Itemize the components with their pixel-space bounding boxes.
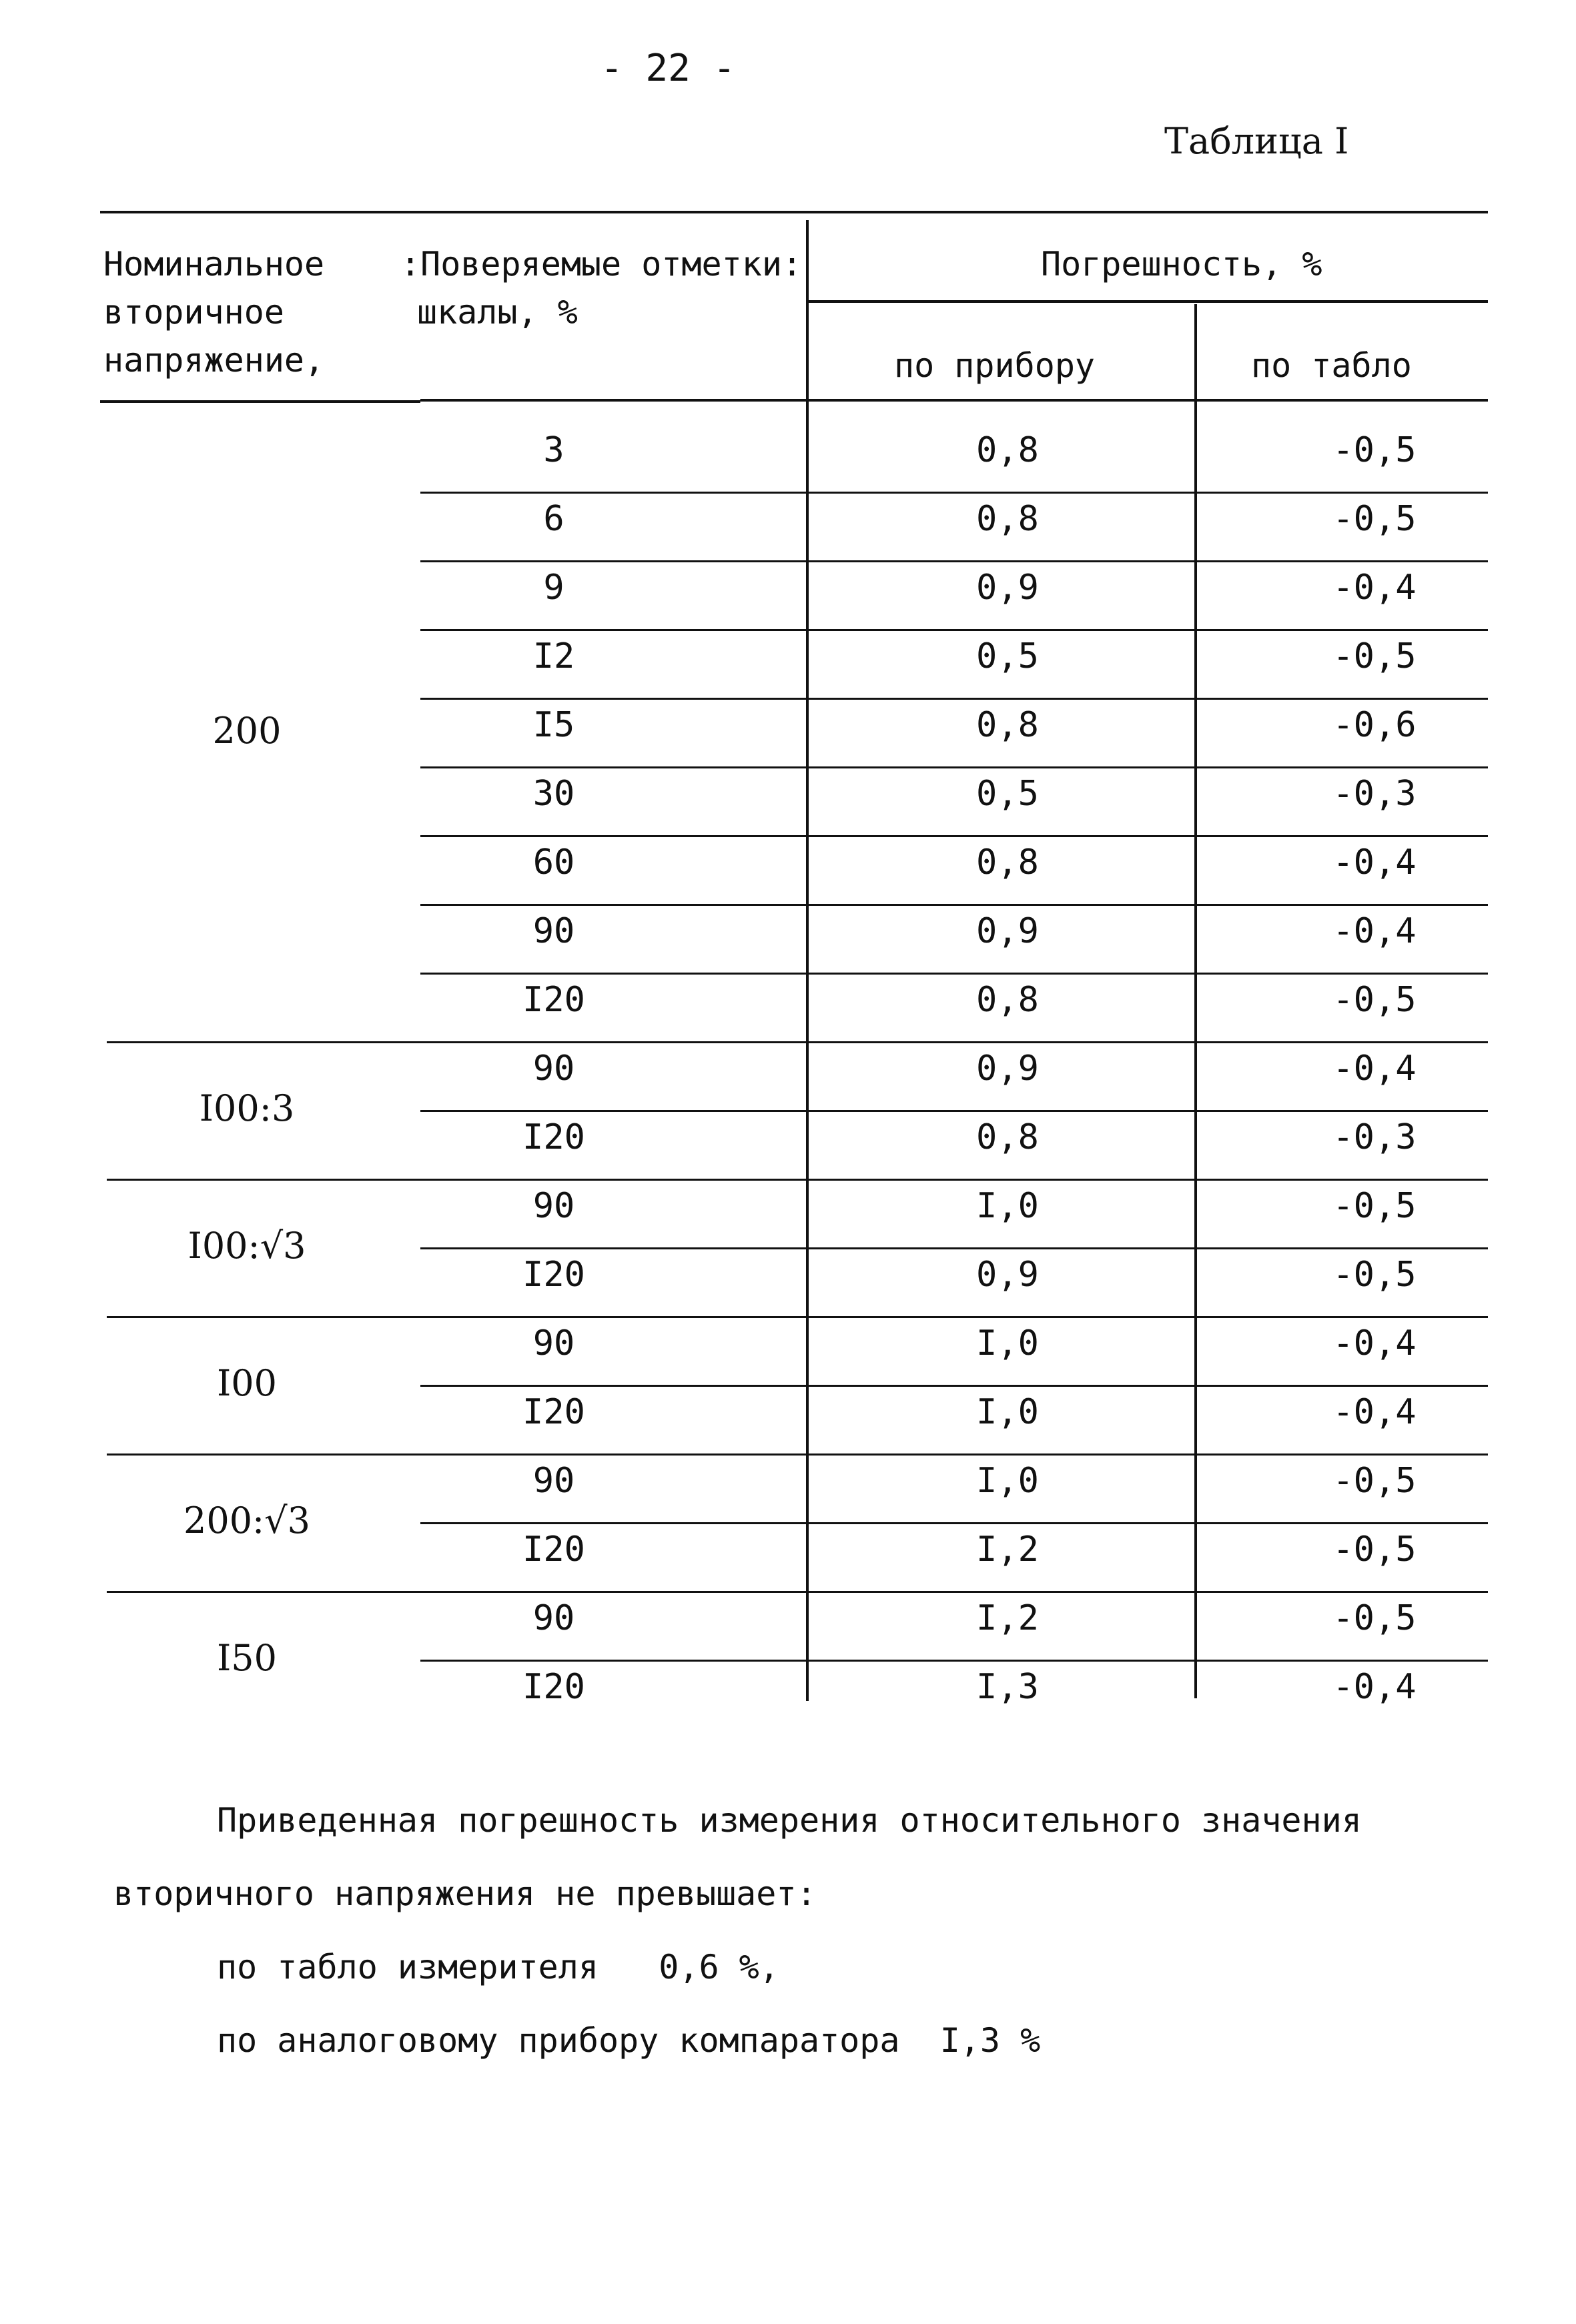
row-rule	[420, 560, 1488, 562]
header-marks-line-1: :Поверяемые отметки:	[400, 245, 803, 283]
group-separator-rule	[107, 1179, 420, 1181]
cell-mark: I20	[522, 1117, 585, 1157]
cell-device-error: I,2	[976, 1530, 1039, 1570]
cell-device-error: I,3	[976, 1667, 1039, 1707]
header-voltage-line-2: вторичное	[103, 293, 284, 332]
row-rule	[420, 1660, 1488, 1662]
group-separator-rule	[107, 1591, 420, 1593]
cell-device-error: 0,9	[976, 1049, 1039, 1089]
cell-display-error: -0,5	[1332, 430, 1417, 470]
cell-display-error: -0,4	[1332, 842, 1417, 883]
header-error: Погрешность, %	[1041, 245, 1322, 283]
cell-device-error: 0,9	[976, 1255, 1039, 1295]
cell-device-error: I,0	[976, 1461, 1039, 1501]
header-bottom-rule-left	[100, 400, 420, 403]
cell-mark: I20	[522, 1255, 585, 1295]
row-rule	[420, 1041, 1488, 1043]
cell-device-error: I,2	[976, 1598, 1039, 1638]
header-error-underline	[809, 300, 1488, 303]
row-rule	[420, 1247, 1488, 1249]
header-voltage-line-1: Номинальное	[103, 245, 325, 283]
cell-device-error: 0,8	[976, 499, 1039, 539]
row-rule	[420, 1316, 1488, 1318]
cell-mark: 90	[532, 1186, 575, 1226]
row-rule	[420, 973, 1488, 975]
group-voltage-label: 200:√3	[183, 1500, 311, 1542]
cell-device-error: 0,5	[976, 774, 1039, 814]
group-voltage-label: I00:3	[199, 1087, 295, 1129]
cell-device-error: 0,8	[976, 842, 1039, 883]
cell-display-error: -0,4	[1332, 1049, 1417, 1089]
cell-mark: 30	[532, 774, 575, 814]
row-rule	[420, 698, 1488, 700]
cell-mark: 3	[543, 430, 564, 470]
cell-mark: 90	[532, 911, 575, 951]
cell-device-error: 0,8	[976, 430, 1039, 470]
row-rule	[420, 1385, 1488, 1387]
cell-mark: 90	[532, 1323, 575, 1363]
group-voltage-label: I50	[216, 1637, 278, 1679]
cell-display-error: -0,5	[1332, 1530, 1417, 1570]
cell-device-error: 0,8	[976, 980, 1039, 1020]
summary-line-3: по табло измерителя 0,6 %,	[217, 1948, 779, 1986]
cell-mark: 60	[532, 842, 575, 883]
cell-display-error: -0,6	[1332, 705, 1417, 745]
header-by-device: по прибору	[894, 346, 1096, 385]
page-number: - 22 -	[601, 47, 736, 90]
cell-display-error: -0,3	[1332, 1117, 1417, 1157]
cell-display-error: -0,5	[1332, 499, 1417, 539]
summary-line-1: Приведенная погрешность измерения относительного значения	[217, 1801, 1362, 1840]
cell-device-error: 0,9	[976, 568, 1039, 608]
column-divider-marks-error	[806, 220, 809, 1701]
row-rule	[420, 766, 1488, 768]
cell-device-error: I,0	[976, 1186, 1039, 1226]
summary-line-4: по аналоговому прибору компаратора I,3 %	[217, 2021, 1041, 2060]
header-bottom-rule-right	[420, 399, 1488, 402]
group-separator-rule	[107, 1041, 420, 1043]
group-separator-rule	[107, 1454, 420, 1456]
row-rule	[420, 1522, 1488, 1524]
column-divider-device-display	[1194, 304, 1197, 1698]
cell-display-error: -0,4	[1332, 911, 1417, 951]
cell-display-error: -0,4	[1332, 568, 1417, 608]
cell-display-error: -0,4	[1332, 1323, 1417, 1363]
cell-display-error: -0,4	[1332, 1392, 1417, 1432]
header-by-display: по табло	[1251, 346, 1412, 385]
cell-mark: I20	[522, 1530, 585, 1570]
group-voltage-label: I00:√3	[187, 1225, 306, 1267]
row-rule	[420, 1110, 1488, 1112]
cell-display-error: -0,5	[1332, 1598, 1417, 1638]
cell-device-error: I,0	[976, 1392, 1039, 1432]
row-rule	[420, 492, 1488, 494]
cell-mark: 6	[543, 499, 564, 539]
cell-mark: I5	[532, 705, 575, 745]
cell-device-error: I,0	[976, 1323, 1039, 1363]
row-rule	[420, 835, 1488, 837]
cell-display-error: -0,4	[1332, 1667, 1417, 1707]
cell-mark: I20	[522, 1392, 585, 1432]
cell-mark: 90	[532, 1049, 575, 1089]
table-caption: Таблица I	[1164, 120, 1349, 162]
cell-device-error: 0,8	[976, 1117, 1039, 1157]
summary-line-2: вторичного напряжения не превышает:	[113, 1874, 817, 1913]
cell-display-error: -0,5	[1332, 1255, 1417, 1295]
header-marks-line-2: шкалы, %	[417, 293, 578, 332]
group-voltage-label: I00	[216, 1362, 278, 1404]
cell-mark: 90	[532, 1461, 575, 1501]
cell-mark: 9	[543, 568, 564, 608]
cell-display-error: -0,3	[1332, 774, 1417, 814]
group-voltage-label: 200	[212, 709, 282, 752]
cell-display-error: -0,5	[1332, 636, 1417, 676]
cell-device-error: 0,8	[976, 705, 1039, 745]
cell-mark: 90	[532, 1598, 575, 1638]
cell-device-error: 0,5	[976, 636, 1039, 676]
header-voltage-line-3: напряжение,	[103, 341, 325, 380]
group-separator-rule	[107, 1316, 420, 1318]
cell-display-error: -0,5	[1332, 1461, 1417, 1501]
row-rule	[420, 1179, 1488, 1181]
cell-mark: I20	[522, 980, 585, 1020]
row-rule	[420, 1591, 1488, 1593]
cell-display-error: -0,5	[1332, 980, 1417, 1020]
table-top-rule	[100, 211, 1488, 213]
cell-device-error: 0,9	[976, 911, 1039, 951]
row-rule	[420, 1454, 1488, 1456]
cell-display-error: -0,5	[1332, 1186, 1417, 1226]
cell-mark: I20	[522, 1667, 585, 1707]
cell-mark: I2	[532, 636, 575, 676]
row-rule	[420, 904, 1488, 906]
row-rule	[420, 629, 1488, 631]
